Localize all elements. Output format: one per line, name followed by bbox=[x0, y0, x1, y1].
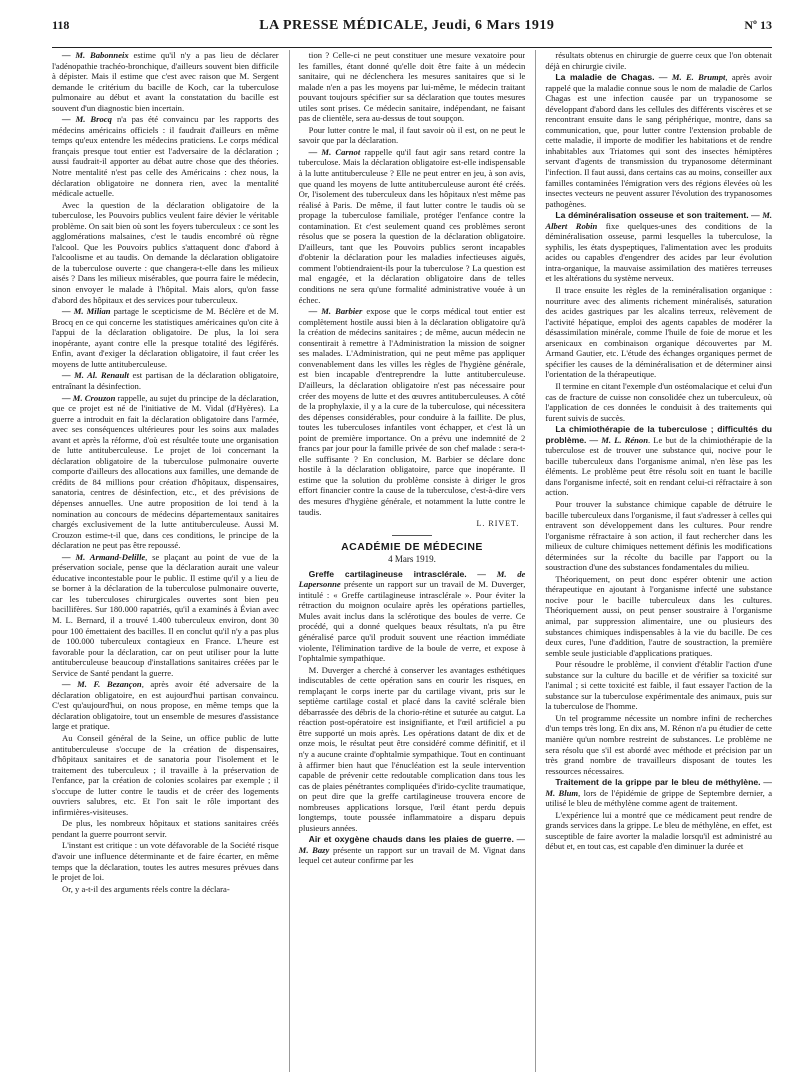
speaker-name: — M. Crouzon bbox=[62, 392, 116, 403]
paragraph-text: Il termine en citant l'exemple d'un ostéomalacique et celui d'un cas de fracture de cuisse non consolidée chez un tuberculeux, où l'application de ces données le conduisit à des traitements qui furent suivis de succès. bbox=[545, 380, 773, 423]
paragraph-text: Or, y a-t-il des arguments réels contre la déclara- bbox=[62, 883, 230, 894]
paragraph bbox=[299, 306, 526, 517]
paragraph bbox=[545, 499, 772, 573]
paragraph-text: est partisan de la déclaration obligatoire, entraînant la désinfection. bbox=[52, 370, 279, 391]
paragraph bbox=[545, 777, 772, 809]
paragraph bbox=[52, 306, 279, 369]
paragraph-text: Pour lutter contre le mal, il faut savoir où il est, on ne peut le savoir que par la déclaration. bbox=[298, 124, 526, 146]
paragraph-text: estime qu'il n'y a pas lieu de déclarer l'adénopathie trachéo-bronchique, d'ailleurs souvent bien difficile à dépister. Mais il estime que c'est avec raison que M. Sergent demande le critérium du bacille de Koch, car la tuberculose pulmonaire au début et avant la constatation du bacille est souvent d'un diagnostic bien incertain. bbox=[52, 50, 279, 113]
paragraph bbox=[545, 285, 772, 380]
paragraph-text: , après avoir rappelé que la maladie connue sous le nom de maladie de Carlos Chagas est une infection causée par un trypanosome se développant d'abord dans les cellules des différents viscères et se rencontrant ensuite dans le sang périphérique, montre, dans sa communication, que, pour lutter contre l'extension probable de cette maladie, il importe de modifier les habitations et de rendre inhabitables aux Triatomes qui sont des insectes hémiptères servant d'agents de transmission du trypanosome déterminant l'infection. Il faut aussi, dans certains cas au moins, conseiller aux familles contaminées l'émigration vers des régions élevées où les insectes vecteurs ne peuvent assurer l'évolution des trypanosomes pathogènes. bbox=[545, 72, 773, 209]
speaker-name: — M. Babonneix bbox=[62, 50, 129, 60]
column-right bbox=[535, 50, 772, 1072]
paragraph bbox=[299, 147, 526, 305]
academy-reports bbox=[299, 569, 526, 866]
speaker-name: — M. F. Bezançon bbox=[62, 679, 142, 690]
paragraph bbox=[299, 834, 526, 866]
paragraph-text: Un tel programme nécessite un nombre infini de recherches d'un temps très long. En dix ans, M. Rénon n'a pu étudier de cette manière qu'un nombre restreint de substances. Le problème ne sera résolu que s'il est abordé avec méthode et précision par un très grand nombre de travailleurs disposant de toutes les ressources nécessaires. bbox=[545, 712, 773, 776]
paragraph-title: Air et oxygène chauds dans les plaies de guerre. bbox=[308, 834, 514, 845]
speaker-name: — M. Carnot bbox=[308, 146, 361, 157]
section-heading: ACADÉMIE DE MÉDECINE bbox=[341, 540, 483, 553]
paragraph-text: présente un rapport sur un travail de M. Duverger, intitulé : « Greffe cartilagineuse intrasclérale ». Pour éviter la rétraction du moignon oculaire après les opérations partielles, Mules avait inclus dans la sclérotique des boules de verre. Ce procédé, qui a donné quelques beaux résultats, n'a pu être généralisé parce qu'il produit souvent une réaction immédiate violente, l'élimination tardive de la boule de verre, et expose à l'ophtalmie sympathique. bbox=[298, 579, 526, 664]
paragraph bbox=[52, 200, 279, 305]
paragraph-text: , se plaçant au point de vue de la préservation sociale, pense que la déclaration aurait une valeur éducative incontestable pour le public. Il estime qu'il y a lieu de se borner à la déclaration de la tuberculose pulmonaire ouverte, car les tuberculoses chirurgicales ouvertes sont bien peu bacillifères. Sur 180.000 rapatriés, qu'il a examinés à Évian avec M. L. Bernard, il a trouvé 1.400 tuberculeux environ, dont 30 pour 100 émettaient des bacilles. Il en conclut qu'il n'y a pas plus de 100.000 tuberculeux contagieux en France. L'heure est favorable pour la déclaration, car on peut utiliser pour la lutte antituberculeuse beaucoup d'installations sanitaires créées par le Service de Santé pendant la guerre. bbox=[52, 551, 279, 678]
speaker-name: — M. Milian bbox=[62, 306, 111, 317]
paragraph bbox=[545, 713, 772, 776]
speaker-name: — M. Al. Renault bbox=[62, 370, 130, 381]
paragraph bbox=[52, 393, 279, 551]
paragraph-text: . Le but de la chimiothérapie de la tuberculose est de trouver une substance qui, nocive pour le bacille tuberculeux dans l'organisme animal, n'en lèse pas les éléments. Le problème peut être résolu soit en tuant le bacille dans l'organisme infecté, soit en rendant celui-ci réfractaire à son action. bbox=[545, 434, 773, 498]
paragraph bbox=[52, 733, 279, 817]
speaker-name: — M. Blum bbox=[545, 777, 773, 798]
paragraph-text: présente un rapport sur un travail de M. Vignat dans lequel cet auteur confirme par les bbox=[298, 844, 526, 866]
paragraph-text: Au Conseil général de la Seine, un office public de lutte antituberculeuse s'occupe de la création de dispensaires, d'hôpitaux sanitaires et de sanatoria pour l'isolement et le traitement des tuberculeux ; il travaille à la préservation de l'enfance, par la création de colonies scolaires par exemple ; il s'occupe de lutter contre le taudis et de créer des logements ouvriers salubres, etc. Et l'on sait le rôle important des infirmières-visiteuses. bbox=[52, 733, 279, 817]
paragraph-text: résultats obtenus en chirurgie de guerre ceux que l'on obtenait déjà en chirurgie civile. bbox=[545, 50, 773, 71]
paragraph-text: L'instant est critique : un vote défavorable de la Société risque d'avoir une influence déterminante et de faire écarter, en même temps que la déclaration, toutes les autres mesures prévues dans le projet de loi. bbox=[52, 840, 279, 883]
paragraph-text: , après avoir été adversaire de la déclaration obligatoire, en est aujourd'hui partisan convaincu. C'est qu'aujourd'hui, on nous propose, en même temps que la déclaration obligatoire, tout un ensemble de mesures d'assistance large et pratique. bbox=[52, 679, 279, 732]
society-discussion bbox=[299, 50, 526, 517]
paragraph bbox=[52, 552, 279, 679]
issue-number: Nº 13 bbox=[744, 18, 772, 32]
paragraph-text: rappelle qu'il faut agir sans retard contre la tuberculose. Mais la déclaration obligatoire est-elle indispensable à la lutte antituberculeuse ? Elle ne peut entrer en jeu, à son avis, que quand les moyens de lutte antituberculeuse auront été créés. Or, l'isolement des tuberculeux dans les hôpitaux n'est même pas réalisé à Paris. De même, il faut lutter contre le taudis où se propage la tuberculose familiale, protéger l'enfance contre la contamination. Et c'est seulement quand ces problèmes seront résolus que se posera la question de la déclaration obligatoire. D'ailleurs, tant que les Pouvoirs publics seront incapables d'obtenir la déclaration pour les maladies infectieuses aiguës, comment l'obtiendraient-ils pour la tuberculose ? La question est mal engagée, et la déclaration obligatoire dans de telles conditions ne sera qu'une formalité administrative vouée à un échec. bbox=[298, 146, 526, 305]
column-left bbox=[52, 50, 279, 1072]
paragraph-title: Greffe cartilagineuse intrasclérale. bbox=[308, 568, 467, 579]
column-middle bbox=[289, 50, 526, 1072]
paragraph-text: n'a pas été convaincu par les rapports des médecins américains officiels : il faudrait d'ailleurs en même temps qu'eux entendre les médecins praticiens. Le corps médical français presque tout entier est l'adversaire de la déclaration ; aussi faudrait-il apporter au débat autre chose que des théories. Notre mentalité n'est pas celle des Américains : chez nous, la déclaration obligatoire ne donnera rien, avec la mentalité médicale actuelle. bbox=[52, 114, 279, 199]
speaker-name: — M. Bazy bbox=[298, 834, 526, 855]
speaker-name: — M. L. Rénon bbox=[586, 434, 648, 445]
signature: L. RIVET. bbox=[476, 519, 520, 529]
paragraph bbox=[545, 50, 772, 71]
section-divider bbox=[392, 535, 432, 536]
paragraph bbox=[299, 665, 526, 834]
paragraph-text: Pour trouver la substance chimique capable de détruire le bacille tuberculeux dans l'organisme, il faut s'adresser à celles qui entravent son développement dans les cultures. Pour rendre l'organisme réfractaire à son action, il faut rechercher dans les milieux de culture chimiques nettement définis les modifications déterminées sur la récolte du bacille par l'apport ou la soustraction d'une des substances fondamentales du milieu. bbox=[545, 498, 773, 573]
paragraph bbox=[545, 210, 772, 284]
paragraph bbox=[52, 818, 279, 839]
paragraph bbox=[52, 884, 279, 895]
paragraph-text: Avec la question de la déclaration obligatoire de la tuberculose, les Pouvoirs publics veulent faire dévier le véritable problème. On sait bien où sont les foyers tuberculeux : ce sont les agglomérations malsaines, c'est le taudis encombré où règne l'alcool. Que les Pouvoirs publics s'attaquent donc d'abord à l'alcoolisme et au taudis. On demande la déclaration obligatoire de la tuberculose ouverte : que changera-t-elle dans les milieux aisés ? Dans les milieux misérables, que pourra faire le médecin, sinon envoyer le malade à l'hôpital. Mais alors, qu'on fasse d'abord des hôpitaux et des services pour tuberculeux. bbox=[52, 199, 279, 305]
paragraph-text: tion ? Celle-ci ne peut constituer une mesure vexatoire pour les familles, étant donné qu'elle doit être faite à un médecin sanitaire, qui ne déclenchera les mesures sanitaires que si le malade n'en a pas les moyens par lui-même, le médecin traitant pouvant toujours spécifier sur sa déclaration que toutes mesures utiles sont prises. Ce médecin sanitaire, indépendant, ne faisant pas de clientèle, sera au-dessus de tout soupçon. bbox=[298, 50, 526, 124]
paragraph bbox=[52, 114, 279, 198]
paragraph-text: , lors de l'épidémie de grippe de Septembre dernier, a utilisé le bleu de méthylène comme agent de traitement. bbox=[545, 787, 773, 809]
paragraph bbox=[545, 381, 772, 423]
paragraph-text: Théoriquement, on peut donc espérer obtenir une action thérapeutique en ajoutant à l'organisme infecté une substance nocive pour le bacille tuberculeux dans les cultures. Théoriquement aussi, on peut penser soustraire à l'organisme animal, par suppression alimentaire, une ou plusieurs des substances chimiques indispensables à la vie du bacille. De ces deux cures, l'une d'addition, l'autre de soustraction, la première semble seule justiciable d'applications pratiques. bbox=[545, 573, 773, 658]
speaker-name: — M. Albert Robin bbox=[545, 210, 773, 231]
paragraph bbox=[299, 50, 526, 124]
speaker-name: — M. Armand-Delille bbox=[62, 551, 146, 562]
paragraph-text: fixe quelques-unes des conditions de la déminéralisation osseuse, parmi lesquelles la tuberculose, la syphilis, les états dyspeptiques, l'alimentation avec les produits acides ou capables d'engendrer des acides par leur évolution intra-organique, la mauvaise assimilation des matières terreuses et les altérations du système nerveux. bbox=[545, 220, 773, 284]
speaker-name: — M. E. Brumpt bbox=[654, 72, 726, 83]
paragraph-text: M. Duverger a cherché à conserver les avantages esthétiques indiscutables de cette opération sans en courir les risques, en remplaçant le corps inerte par du cartilage vivant, pris sur le septième cartilage costal et placé dans la cavité sclérale bien débarrassée des débris de la chorio-rétine et suturée au catgut. La réaction post-opératoire est insignifiante, et l'œil artificiel a pu être supporté un mois après. Les opérations datant de dix et de onze mois, le résultat peut être considéré comme définitif, et il n'y a aucune crainte d'ophtalmie sympathique. Tout en continuant à affirmer bien haut que l'énucléation est la seule intervention capable de prévenir cette redoutable complication dans tous les cas de plaies pénétrantes compliquées d'irido-cyclite traumatique, on peut dire que la greffe cartilagineuse trouvera encore de nombreuses applications lorsque, l'œil étant perdu depuis longtemps, toute poussée inflammatoire a disparu depuis plusieurs années. bbox=[298, 664, 526, 833]
section-date: 4 Mars 1919. bbox=[388, 554, 436, 565]
paragraph bbox=[545, 574, 772, 658]
paragraph-title: La déminéralisation osseuse et son traitement. bbox=[555, 210, 749, 221]
paragraph bbox=[299, 569, 526, 664]
paragraph-text: Il trace ensuite les règles de la reminéralisation organique : nourriture avec des aliments richement minéralisés, saturation des acides gastriques par les alcalins terreux, relèvement de l'activité hépatique, emploi des agents capables de modérer la désassimilation minérale, comme l'huile de foie de morue et les arsenicaux en combinaison organique découvertes par M. Armand Gautier, etc. L'étude des échanges organiques permet de spécifier les causes de la déminéralisation et de déterminer ainsi l'orientation de la thérapeutique. bbox=[545, 285, 773, 380]
paragraph-text: rappelle, au sujet du principe de la déclaration, que ce projet est né de l'initiative de M. Vidal (d'Hyères). La guerre a introduit en fait la déclaration obligatoire dans l'armée, avec ses conséquences ultérieures pour les soins aux malades avant et après la réforme, d'où est résultée toute une organisation de lutte antituberculeuse. Le projet de loi concernant la déclaration obligatoire de la tuberculose pulmonaire ouverte comporte d'ailleurs des allocations aux familles, une demande de crédits de 84 millions pour création d'hôpitaux, dispensaires, sanatoria, centres de désinfection, etc., et des prévisions de dépenses annuelles. Une autre proposition de loi tend à la nomination au concours de médecins départementaux sanitaires chargés exclusivement de la lutte antituberculeuse. Aussi M. Crouzon estime-t-il que, dans ces conditions, le principe de la déclaration ne peut pas être repoussé. bbox=[52, 392, 279, 551]
paragraph-text: expose que le corps médical tout entier est complètement hostile aussi bien à la déclaration obligatoire qu'à la création de médecins sanitaires ; de même, aucun médecin ne consentirait à remettre à l'Administration la mission de soigner ses malades. L'Administration, qui ne peut même pas appliquer convenablement dans les villes les règles de l'hygiène générale, est bien incapable d'entreprendre la lutte antituberculeuse. D'ailleurs, la déclaration obligatoire n'est pas nécessaire pour créer des moyens de lutte et des œuvres antituberculeuses. A côté de la prophylaxie, il y a la cure de la tuberculose, qui nécessitera des dépenses considérables, pour conduire à la faillite. De plus, toutes les tuberculoses infantiles vont échapper, et c'est là un point de première importance. On a prévu une indemnité de 2 francs par jour pour la famille privée de son chef malade : sera-t-elle suffisante ? En conclusion, M. Barbier se déclare donc hostile à la déclaration obligatoire, parce que inopérante. Il estime que la solution du problème consiste à diriger le gros effort financier contre la cause de la tuberculose, c'est-à-dire vers des mesures d'hygiène générale, et notamment la lutte contre le taudis. bbox=[298, 306, 526, 517]
paragraph bbox=[545, 72, 772, 209]
text-columns bbox=[52, 50, 772, 1072]
speaker-name: — M. Barbier bbox=[308, 306, 363, 317]
paragraph bbox=[52, 679, 279, 732]
paragraph-text: partage le scepticisme de M. Béclère et de M. Brocq en ce qui concerne les statistiques américaines qu'on cite à l'appui de la déclaration obligatoire. De plus, la loi sera inopérante, ayant contre elle la presque totalité des légiférés. Enfin, avant d'exiger la déclaration obligatoire, il faut créer les moyens de lutte antituberculeuse. bbox=[52, 306, 279, 369]
page-header bbox=[52, 18, 772, 48]
paragraph bbox=[52, 50, 279, 113]
speaker-name: — M. Brocq bbox=[62, 114, 112, 125]
page-number: 118 bbox=[52, 18, 70, 32]
paragraph bbox=[545, 659, 772, 712]
journal-title: LA PRESSE MÉDICALE, Jeudi, 6 Mars 1919 bbox=[259, 18, 555, 33]
paragraph bbox=[52, 370, 279, 391]
speaker-name: — M. de Lapersonne bbox=[298, 568, 526, 590]
paragraph-title: La chimiothérapie de la tuberculose ; difficultés du problème. bbox=[545, 424, 773, 445]
paragraph bbox=[545, 810, 772, 852]
paragraph bbox=[52, 840, 279, 882]
paragraph-text: L'expérience lui a montré que ce médicament peut rendre de grands services dans la grippe. Le bleu de méthylène, en effet, est susceptible de faire avorter la maladie lorsqu'il est administré au début et, en tout cas, est capable d'en diminuer la durée et bbox=[545, 809, 773, 852]
paragraph-title: Traitement de la grippe par le bleu de méthylène. bbox=[555, 777, 761, 788]
paragraph-text: De plus, les nombreux hôpitaux et stations sanitaires créés pendant la guerre pourront servir. bbox=[52, 818, 279, 839]
paragraph-text: Pour résoudre le problème, il convient d'établir l'action d'une substance sur la culture du bacille et de vérifier sa toxicité sur l'animal ; si cette toxicité est faible, il faut essayer l'action de la substance sur la tuberculose expérimentale des animaux, puis sur la tuberculose de l'homme. bbox=[545, 659, 773, 712]
paragraph-title: La maladie de Chagas. bbox=[555, 72, 655, 83]
paragraph bbox=[299, 125, 526, 146]
paragraph bbox=[545, 424, 772, 498]
